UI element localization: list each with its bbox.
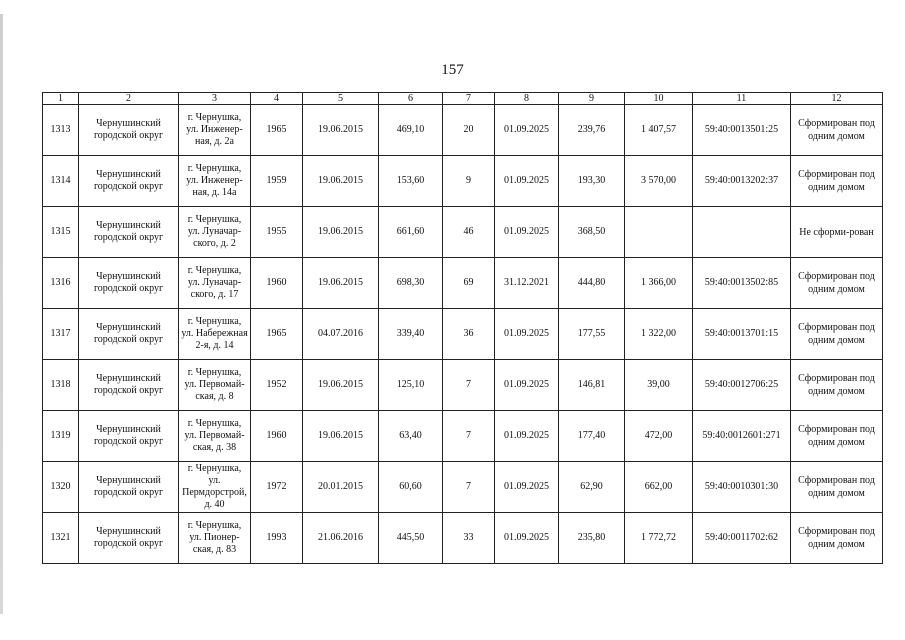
cadastral-number-cell: 59:40:0010301:30 — [693, 462, 791, 513]
inclusion-date-cell: 04.07.2016 — [303, 309, 379, 360]
cost-cell: 177,40 — [559, 411, 625, 462]
column-header: 9 — [559, 93, 625, 105]
column-header: 7 — [443, 93, 495, 105]
residents-cell: 33 — [443, 513, 495, 564]
land-area-cell: 1 366,00 — [625, 258, 693, 309]
deadline-date-cell: 31.12.2021 — [495, 258, 559, 309]
area-cell: 469,10 — [379, 105, 443, 156]
year-built-cell: 1965 — [251, 105, 303, 156]
column-header: 8 — [495, 93, 559, 105]
land-status-cell: Сформирован под одним домом — [791, 156, 883, 207]
row-number-cell: 1321 — [43, 513, 79, 564]
land-status-cell: Сформирован под одним домом — [791, 105, 883, 156]
table-row — [43, 411, 883, 462]
cadastral-number-cell: 59:40:0012706:25 — [693, 360, 791, 411]
cadastral-number-cell: 59:40:0013701:15 — [693, 309, 791, 360]
column-header: 12 — [791, 93, 883, 105]
deadline-date-cell: 01.09.2025 — [495, 513, 559, 564]
municipality-cell: Чернушинский городской округ — [79, 105, 179, 156]
column-header: 11 — [693, 93, 791, 105]
table-row — [43, 513, 883, 564]
cadastral-number-cell — [693, 207, 791, 258]
municipality-cell: Чернушинский городской округ — [79, 258, 179, 309]
land-area-cell: 662,00 — [625, 462, 693, 513]
cost-cell: 239,76 — [559, 105, 625, 156]
row-number-cell: 1317 — [43, 309, 79, 360]
land-status-cell: Сформирован под одним домом — [791, 258, 883, 309]
inclusion-date-cell: 19.06.2015 — [303, 360, 379, 411]
column-header: 5 — [303, 93, 379, 105]
address-cell: г. Чернушка, ул. Инженер-ная, д. 2а — [179, 105, 251, 156]
land-area-cell: 1 772,72 — [625, 513, 693, 564]
address-cell: г. Чернушка, ул. Луначар-ского, д. 2 — [179, 207, 251, 258]
area-cell: 698,30 — [379, 258, 443, 309]
year-built-cell: 1952 — [251, 360, 303, 411]
row-number-cell: 1318 — [43, 360, 79, 411]
row-number-cell: 1314 — [43, 156, 79, 207]
table-row — [43, 258, 883, 309]
land-status-cell: Сформирован под одним домом — [791, 513, 883, 564]
residents-cell: 46 — [443, 207, 495, 258]
cadastral-number-cell: 59:40:0013501:25 — [693, 105, 791, 156]
land-area-cell — [625, 207, 693, 258]
land-area-cell: 1 322,00 — [625, 309, 693, 360]
year-built-cell: 1959 — [251, 156, 303, 207]
municipality-cell: Чернушинский городской округ — [79, 462, 179, 513]
area-cell: 63,40 — [379, 411, 443, 462]
address-cell: г. Чернушка, ул. Инженер-ная, д. 14а — [179, 156, 251, 207]
year-built-cell: 1972 — [251, 462, 303, 513]
municipality-cell: Чернушинский городской округ — [79, 360, 179, 411]
municipality-cell: Чернушинский городской округ — [79, 411, 179, 462]
area-cell: 445,50 — [379, 513, 443, 564]
column-header: 3 — [179, 93, 251, 105]
municipality-cell: Чернушинский городской округ — [79, 207, 179, 258]
area-cell: 339,40 — [379, 309, 443, 360]
housing-register-table — [42, 92, 883, 564]
land-status-cell: Сформирован под одним домом — [791, 411, 883, 462]
inclusion-date-cell: 19.06.2015 — [303, 207, 379, 258]
inclusion-date-cell: 19.06.2015 — [303, 156, 379, 207]
deadline-date-cell: 01.09.2025 — [495, 156, 559, 207]
land-area-cell: 3 570,00 — [625, 156, 693, 207]
inclusion-date-cell: 19.06.2015 — [303, 105, 379, 156]
table-row — [43, 309, 883, 360]
cost-cell: 146,81 — [559, 360, 625, 411]
residents-cell: 36 — [443, 309, 495, 360]
land-area-cell: 1 407,57 — [625, 105, 693, 156]
page-number: 157 — [441, 62, 464, 78]
row-number-cell: 1319 — [43, 411, 79, 462]
inclusion-date-cell: 20.01.2015 — [303, 462, 379, 513]
column-header: 1 — [43, 93, 79, 105]
table-row — [43, 462, 883, 513]
column-header: 2 — [79, 93, 179, 105]
inclusion-date-cell: 19.06.2015 — [303, 258, 379, 309]
residents-cell: 69 — [443, 258, 495, 309]
residents-cell: 9 — [443, 156, 495, 207]
municipality-cell: Чернушинский городской округ — [79, 309, 179, 360]
cost-cell: 368,50 — [559, 207, 625, 258]
area-cell: 60,60 — [379, 462, 443, 513]
address-cell: г. Чернушка, ул. Первомай-ская, д. 8 — [179, 360, 251, 411]
address-cell: г. Чернушка, ул. Пермдорстрой, д. 40 — [179, 462, 251, 513]
residents-cell: 7 — [443, 462, 495, 513]
cadastral-number-cell: 59:40:0013202:37 — [693, 156, 791, 207]
table-row — [43, 360, 883, 411]
row-number-cell: 1313 — [43, 105, 79, 156]
address-cell: г. Чернушка, ул. Первомай-ская, д. 38 — [179, 411, 251, 462]
column-number-header-row — [43, 93, 883, 105]
column-header: 10 — [625, 93, 693, 105]
row-number-cell: 1315 — [43, 207, 79, 258]
area-cell: 661,60 — [379, 207, 443, 258]
deadline-date-cell: 01.09.2025 — [495, 360, 559, 411]
deadline-date-cell: 01.09.2025 — [495, 105, 559, 156]
land-status-cell: Не сформи-рован — [791, 207, 883, 258]
table-row — [43, 156, 883, 207]
area-cell: 125,10 — [379, 360, 443, 411]
column-header: 4 — [251, 93, 303, 105]
table-row — [43, 207, 883, 258]
deadline-date-cell: 01.09.2025 — [495, 411, 559, 462]
residents-cell: 7 — [443, 360, 495, 411]
cost-cell: 62,90 — [559, 462, 625, 513]
year-built-cell: 1960 — [251, 411, 303, 462]
cost-cell: 193,30 — [559, 156, 625, 207]
address-cell: г. Чернушка, ул. Луначар-ского, д. 17 — [179, 258, 251, 309]
residents-cell: 7 — [443, 411, 495, 462]
deadline-date-cell: 01.09.2025 — [495, 462, 559, 513]
address-cell: г. Чернушка, ул. Пионер-ская, д. 83 — [179, 513, 251, 564]
year-built-cell: 1955 — [251, 207, 303, 258]
row-number-cell: 1320 — [43, 462, 79, 513]
year-built-cell: 1993 — [251, 513, 303, 564]
cost-cell: 177,55 — [559, 309, 625, 360]
deadline-date-cell: 01.09.2025 — [495, 309, 559, 360]
year-built-cell: 1960 — [251, 258, 303, 309]
cadastral-number-cell: 59:40:0012601:271 — [693, 411, 791, 462]
municipality-cell: Чернушинский городской округ — [79, 156, 179, 207]
area-cell: 153,60 — [379, 156, 443, 207]
cost-cell: 444,80 — [559, 258, 625, 309]
inclusion-date-cell: 21.06.2016 — [303, 513, 379, 564]
inclusion-date-cell: 19.06.2015 — [303, 411, 379, 462]
cadastral-number-cell: 59:40:0011702:62 — [693, 513, 791, 564]
year-built-cell: 1965 — [251, 309, 303, 360]
residents-cell: 20 — [443, 105, 495, 156]
land-area-cell: 39,00 — [625, 360, 693, 411]
deadline-date-cell: 01.09.2025 — [495, 207, 559, 258]
page-edge-shadow — [0, 14, 3, 614]
land-area-cell: 472,00 — [625, 411, 693, 462]
land-status-cell: Сформирован под одним домом — [791, 309, 883, 360]
land-status-cell: Сформирован под одним домом — [791, 462, 883, 513]
row-number-cell: 1316 — [43, 258, 79, 309]
municipality-cell: Чернушинский городской округ — [79, 513, 179, 564]
column-header: 6 — [379, 93, 443, 105]
cost-cell: 235,80 — [559, 513, 625, 564]
address-cell: г. Чернушка, ул. Набережная 2-я, д. 14 — [179, 309, 251, 360]
cadastral-number-cell: 59:40:0013502:85 — [693, 258, 791, 309]
table-row — [43, 105, 883, 156]
land-status-cell: Сформирован под одним домом — [791, 360, 883, 411]
